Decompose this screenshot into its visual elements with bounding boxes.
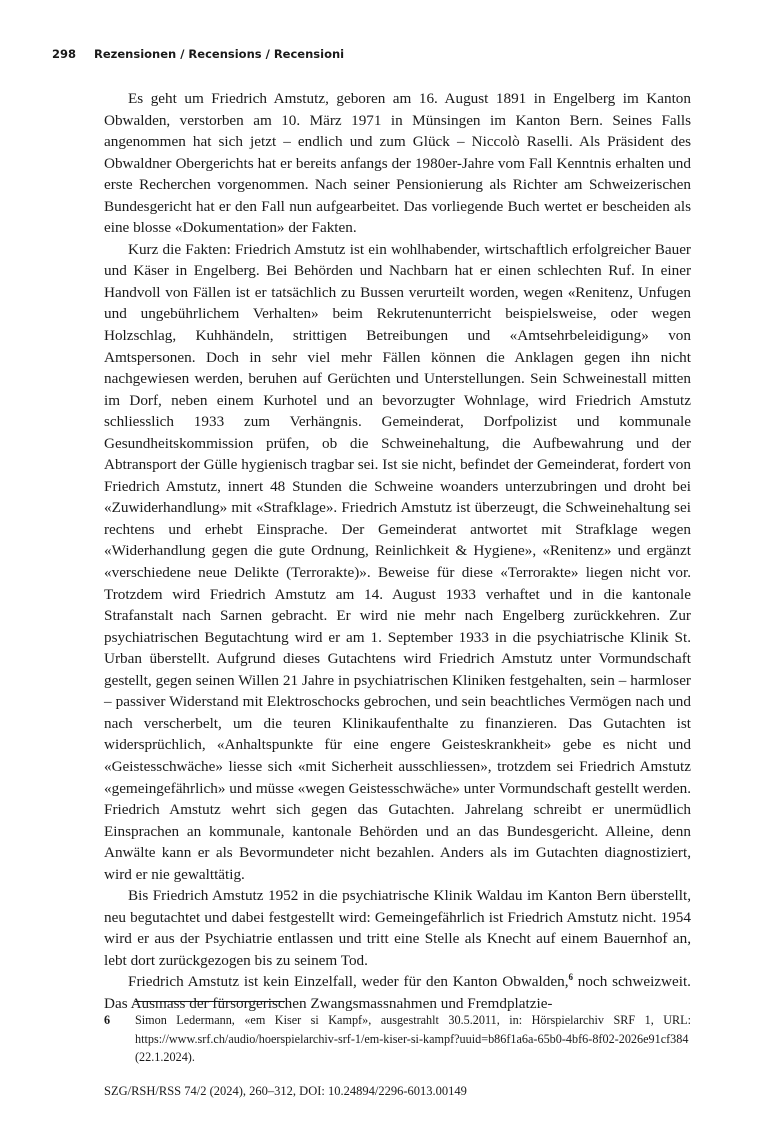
section-title: Rezensionen / Recensions / Recensioni xyxy=(94,47,345,61)
running-head xyxy=(52,47,344,61)
body-paragraph-4 xyxy=(104,971,691,1014)
footnote-6 xyxy=(104,1011,691,1067)
paragraph-text-after-ref: noch schweizweit. Das Ausmass der fürsorgerischen Zwangsmassnahmen und Fremdplatzie- xyxy=(104,973,691,1012)
footnote-divider xyxy=(135,1001,285,1002)
page-number: 298 xyxy=(52,47,77,61)
footnote-number: 6 xyxy=(104,1013,111,1027)
body-paragraph-2: Kurz die Fakten: Friedrich Amstutz ist ein wohlhabender, wirtschaftlich erfolgreicher Bauer und Käser in Engelberg. Bei Behörden und Nachbarn hat er einen schlechten Ruf. In einer Handvoll von Fällen ist er tatsächlich zu Bussen verurteilt worden, wegen «Renitenz, Unfugen und ungebührlichem Verhalten» beim Rekrutenunterricht beispielsweise, oder wegen Holzschlag, Kuhhändeln, strittigen Betreibungen und «Amtsehrbeleidigung» von Amtspersonen. Doch in sehr viel mehr Fällen können die Anklagen gegen ihn nicht nachgewiesen werden, beruhen auf Gerüchten und Unterstellungen. Sein Schweinestall mitten im Dorf, neben einem Kurhotel und an bevorzugter Wohnlage, wird Friedrich Amstutz schliesslich 1933 zum Verhängnis. Gemeinderat, Dorfpolizist und kommunale Gesundheitskommission prüfen, ob die Schweinehaltung, die Aufbewahrung und der Abtransport der Gülle hygienisch tragbar sei. Ist sie nicht, befindet der Gemeinderat, fordert von Friedrich Amstutz, innert 48 Stunden die Schweine woanders unterzubringen und droht bei «Zuwiderhandlung» mit «Strafklage». Friedrich Amstutz ist überzeugt, die Schweinehaltung sei rechtens und erhebt Einsprache. Der Gemeinderat antwortet mit Strafklage wegen «Widerhandlung gegen die gute Ordnung, Reinlichkeit & Hygiene», «Renitenz» und ergänzt «verschiedene neue Delikte (Terrorakte)». Beweise für diese «Terrorakte» liegen nicht vor. Trotzdem wird Friedrich Amstutz am 14. August 1933 verhaftet und in die kantonale Strafanstalt nach Sarnen gebracht. Er wird nie mehr nach Engelberg zurückkehren. Zur psychiatrischen Begutachtung wird er am 1. September 1933 in die psychiatrische Klinik St. Urban überstellt. Aufgrund dieses Gutachtens wird Friedrich Amstutz unter Vormundschaft gestellt, gegen seinen Willen 21 Jahre in psychiatrischen Kliniken festgehalten, sein – harmloser – passiver Widerstand mit Elektroschocks gebrochen, und sein beachtliches Vermögen nach und nach verscherbelt, um die teuren Klinikaufenthalte zu finanzieren. Das Gutachten ist widersprüchlich, «Anhaltspunkte für eine engere Geisteskrankheit» gebe es nicht und «Geistesschwäche» liesse sich «mit Sicherheit ausschliessen», trotzdem sei Friedrich Amstutz «gemeingefährlich» und müsse «wegen Geistesschwäche» unter Vormundschaft gestellt werden. Friedrich Amstutz wehrt sich gegen das Gutachten. Jahrelang schreibt er unermüdlich Einsprachen an kommunale, kantonale Behörden und an das Bundesgericht. Alleine, denn Anwälte kann er als Bevormundeter nicht bezahlen. Anders als im Gutachten diagnostiziert, wird er nie gewalttätig. xyxy=(104,240,691,883)
footnote-reference-6[interactable]: 6 xyxy=(568,972,573,983)
footnotes-section xyxy=(104,1011,691,1067)
body-paragraph-1: Es geht um Friedrich Amstutz, geboren am 16. August 1891 in Engelberg im Kanton Obwalden, verstorben am 10. März 1971 in Münsingen im Kanton Bern. Seines Falls angenommen hat sich jetzt – endlich und zum Glück – Niccolò Raselli. Als Präsident des Obwaldner Obergerichts hat er bereits anfangs der 1980er-Jahre vom Fall Kenntnis erhalten und erste Recherchen vorgenommen. Nach seiner Pensionierung als Richter am Schweizerischen Bundesgericht hat er den Fall nun aufgearbeitet. Das vorliegende Buch wertet er bescheiden als eine blosse «Dokumentation» der Fakten. xyxy=(104,90,691,237)
footnote-text: Simon Ledermann, «em Kiser si Kampf», ausgestrahlt 30.5.2011, in: Hörspielarchiv SRF 1, URL: https://www.srf.ch/audio/hoerspielarchiv-srf-1/em-kiser-si-kampf?uuid=b86f1a6a-65b0-4bf6-8f02-2026e91cf384 (22.1.2024). xyxy=(135,1013,691,1064)
journal-citation: SZG/RSH/RSS 74/2 (2024), 260–312, DOI: 10.24894/2296-6013.00149 xyxy=(104,1084,467,1098)
paragraph-text-before-ref: Friedrich Amstutz ist kein Einzelfall, weder für den Kanton Obwalden, xyxy=(128,973,569,991)
body-paragraph-3: Bis Friedrich Amstutz 1952 in die psychiatrische Klinik Waldau im Kanton Bern überstellt, neu begutachtet und dabei festgestellt wird: Gemeingefährlich ist Friedrich Amstutz nicht. 1954 wird er aus der Psychiatrie entlassen und tritt eine Stelle als Knecht auf einem Bauernhof an, lebt dort zurückgezogen bis zu seinem Tod. xyxy=(104,887,691,969)
review-body-text xyxy=(104,88,691,1015)
